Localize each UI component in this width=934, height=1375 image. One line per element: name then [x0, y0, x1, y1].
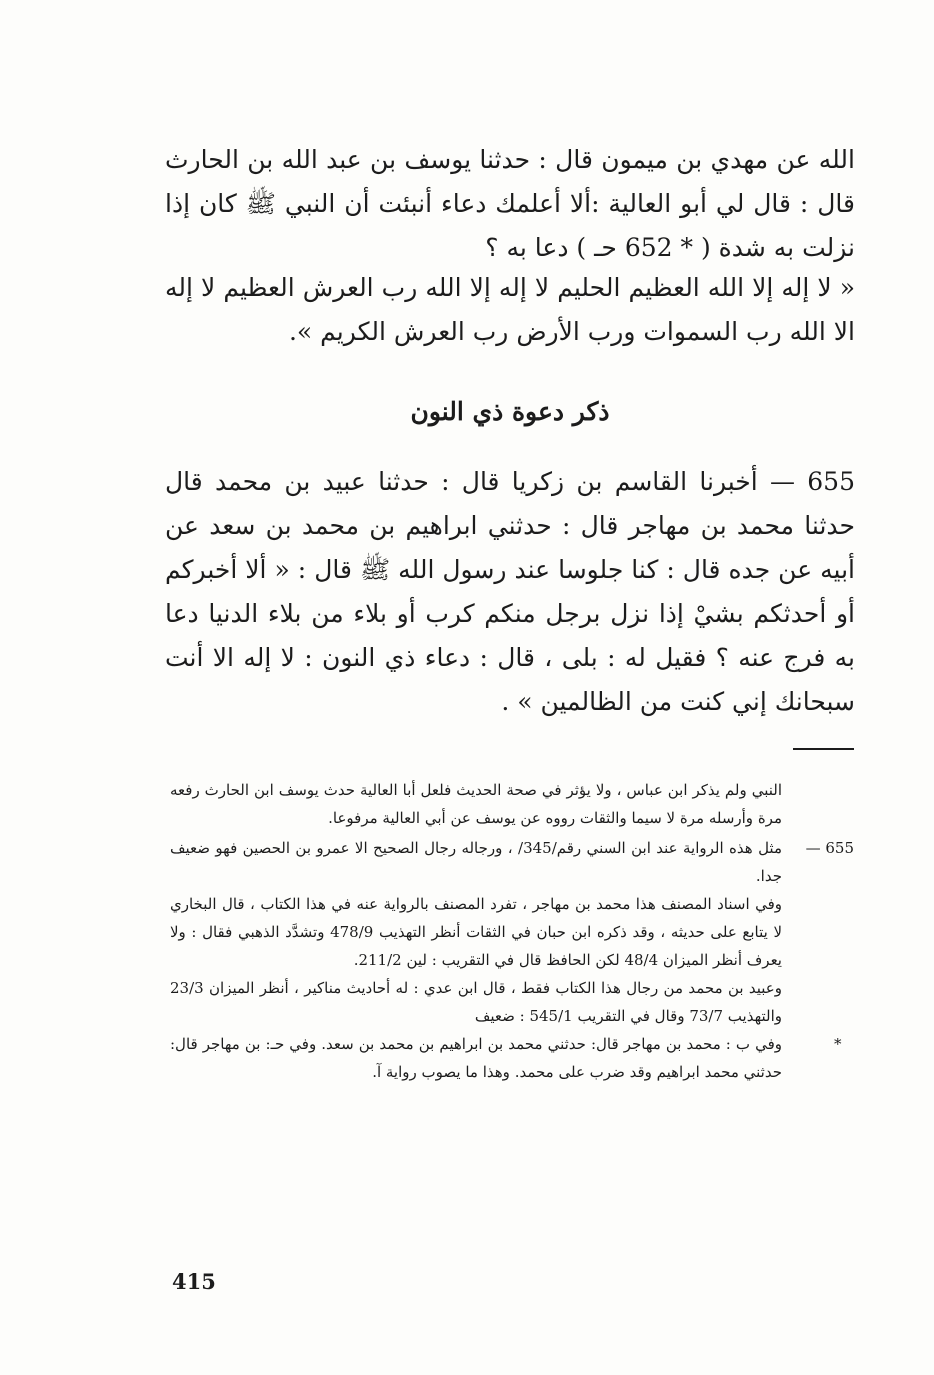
footnote-star — [170, 1030, 854, 1086]
footnote-continuation: النبي ولم يذكر ابن عباس ، ولا يؤثر في صحة الحديث فلعل أبا العالية حدث يوسف ابن الحارث رفعه مرة وأرسله مرة لا سيما والثقات رووه عن يوسف عن أبي العالية مرفوعا. — [170, 781, 782, 827]
footnote-655-paragraph-2: وفي اسناد المصنف هذا محمد بن مهاجر ، تفرد المصنف بالرواية عنه في هذا الكتاب ، قال البخاري لا يتابع على حديثه ، وقد ذكره ابن حبان في الثقات أنظر التهذيب 478/9 وتشدَّد الذهبي فقال : ولا يعرف أنظر الميزان 48/4 لكن الحافظ قال في التقريب : لين 211/2. — [170, 895, 783, 969]
main-paragraph-2-supplication: « لا إله إلا الله العظيم الحليم لا إله إلا الله رب العرش العظيم لا إله الا الله رب السموات ورب الأرض رب العرش الكريم ». — [165, 273, 855, 346]
footnote-star-marker: * — [834, 1035, 842, 1053]
main-paragraph-3-hadith-655: 655 — أخبرنا القاسم بن زكريا قال : حدثنا عبيد بن محمد قال حدثنا محمد بن مهاجر قال : حدثني ابراهيم بن محمد بن سعد عن أبيه عن جده قال : كنا جلوسا عند رسول الله ﷺ قال : « ألا أخبركم أو أحدثكم بشيْ إذا نزل برجل منكم كرب أو بلاء من بلاء الدنيا دعا به فرج عنه ؟ فقيل له : بلى ، قال : دعاء ذي النون : لا إله الا أنت سبحانك إني كنت من الظالمين » . — [165, 467, 855, 716]
footnote-star-body — [170, 1030, 782, 1086]
section-heading: ذكر دعوة ذي النون — [410, 397, 610, 426]
footnote-star-text: وفي ب : محمد بن مهاجر قال: حدثني محمد بن ابراهيم بن محمد بن سعد. وفي حـ: بن مهاجر قال: حدثني محمد ابراهيم وقد ضرب على محمد. وهذا ما يصوب رواية آ. — [170, 1035, 782, 1081]
footnote-separator-rule — [793, 748, 854, 750]
footnotes-section — [170, 776, 854, 1086]
footnote-655-paragraph-1: مثل هذه الرواية عند ابن السني رقم/345/ ، ورجاله رجال الصحيح الا عمرو بن الحصين فهو ضعيف جدا. — [170, 839, 782, 885]
footnote-655-body — [170, 834, 782, 1030]
footnote-655 — [170, 834, 854, 1030]
footnote-655-paragraph-3: وعبيد بن محمد من رجال هذا الكتاب فقط ، قال ابن عدي : له أحاديث مناكير ، أنظر الميزان 23/3 والتهذيب 73/7 وقال في التقريب 545/1 : ضعيف — [170, 979, 782, 1025]
main-paragraph-1: الله عن مهدي بن ميمون قال : حدثنا يوسف بن عبد الله بن الحارث قال : قال لي أبو العالية :ألا أعلمك دعاء أنبئت أن النبي ﷺ كان إذا نزلت به شدة ( * 652 حـ ) دعا به ؟ — [165, 145, 855, 262]
footnote-655-marker: 655 — — [805, 839, 854, 857]
page-number: 415 — [172, 1269, 216, 1294]
